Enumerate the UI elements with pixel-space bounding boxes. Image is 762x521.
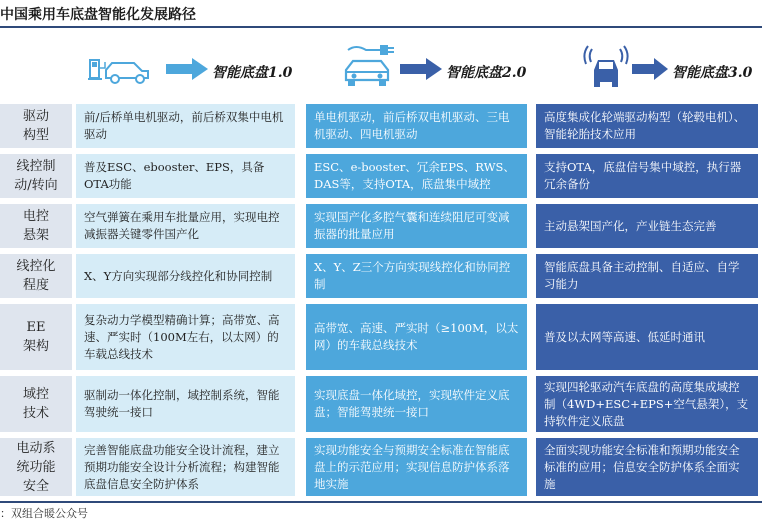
stage3-cell: 全面实现功能安全标准和预期功能安全标准的应用；信息安全防护体系全面实施	[536, 438, 758, 496]
stage1-cell: 完善智能底盘功能安全设计流程，建立预期功能安全设计分析流程；构建智能底盘信息安全防护体系	[76, 438, 295, 496]
row-label: EE 架构	[0, 304, 72, 370]
plug-car-icon	[340, 42, 396, 92]
table-row	[0, 154, 762, 198]
stage-label-1: 智能底盘1.0	[212, 65, 293, 81]
row-label: 电动系 统功能 安全	[0, 438, 72, 496]
stage3-cell: 实现四轮驱动汽车底盘的高度集成域控制（4WD+ESC+EPS+空气悬架），支持软件定义底盘	[536, 376, 758, 432]
arrow-right-icon	[632, 58, 668, 80]
stage1-cell: 复杂动力学模型精确计算；高带宽、高速、严实时（100M左右，以太网）的车载总线技术	[76, 304, 295, 370]
stage3-cell: 主动悬架国产化，产业链生态完善	[536, 204, 758, 248]
charging-car-icon	[88, 52, 158, 92]
stage3-cell: 支持OTA，底盘信号集中域控，执行器冗余备份	[536, 154, 758, 198]
stage-header-3	[582, 42, 762, 96]
stage3-cell: 智能底盘具备主动控制、自适应、自学习能力	[536, 254, 758, 298]
row-label: 线控化 程度	[0, 254, 72, 298]
stage-header-2	[340, 42, 550, 96]
stage3-cell: 高度集成化轮端驱动构型（轮毂电机）、智能轮胎技术应用	[536, 104, 758, 148]
stage-label-3: 智能底盘3.0	[672, 65, 753, 81]
stage1-cell: 驱制动一体化控制，域控制系统，智能驾驶统一接口	[76, 376, 295, 432]
stage2-cell: 实现功能安全与预期安全标准在智能底盘上的示范应用；实现信息防护体系落地实施	[306, 438, 527, 496]
row-label: 线控制 动/转向	[0, 154, 72, 198]
page-title: 中国乘用车底盘智能化发展路径	[0, 7, 196, 23]
stage2-cell: 高带宽、高速、严实时（≥100M，以太网）的车载总线技术	[306, 304, 527, 370]
stage-header-1	[88, 42, 298, 96]
stage2-cell: 实现底盘一体化域控，实现软件定义底盘；智能驾驶统一接口	[306, 376, 527, 432]
stage1-cell: 空气弹簧在乘用车批量应用，实现电控减振器关键零件国产化	[76, 204, 295, 248]
stage2-cell: ESC、e-booster、冗余EPS、RWS、DAS等，支持OTA，底盘集中域控	[306, 154, 527, 198]
stage2-cell: 实现国产化多腔气囊和连续阻尼可变减振器的批量应用	[306, 204, 527, 248]
table-row	[0, 376, 762, 432]
stage1-cell: X、Y方向实现部分线控化和协同控制	[76, 254, 295, 298]
table-row	[0, 204, 762, 248]
connected-car-icon	[582, 42, 630, 92]
table-row	[0, 304, 762, 370]
row-label: 域控 技术	[0, 376, 72, 432]
source-note: ：双组合暖公众号	[0, 507, 88, 520]
top-rule	[0, 26, 762, 28]
table-row	[0, 254, 762, 298]
stage2-cell: X、Y、Z三个方向实现线控化和协同控制	[306, 254, 527, 298]
stage2-cell: 单电机驱动，前后桥双电机驱动、三电机驱动、四电机驱动	[306, 104, 527, 148]
stage1-cell: 普及ESC、ebooster、EPS，具备OTA功能	[76, 154, 295, 198]
row-label: 电控 悬架	[0, 204, 72, 248]
row-label: 驱动 构型	[0, 104, 72, 148]
stage1-cell: 前/后桥单电机驱动，前后桥双集中电机驱动	[76, 104, 295, 148]
table-row	[0, 438, 762, 496]
arrow-right-icon	[400, 58, 442, 80]
stage3-cell: 普及以太网等高速、低延时通讯	[536, 304, 758, 370]
stage-label-2: 智能底盘2.0	[446, 65, 527, 81]
table-row	[0, 104, 762, 148]
arrow-right-icon	[166, 58, 208, 80]
bottom-rule	[0, 501, 762, 503]
